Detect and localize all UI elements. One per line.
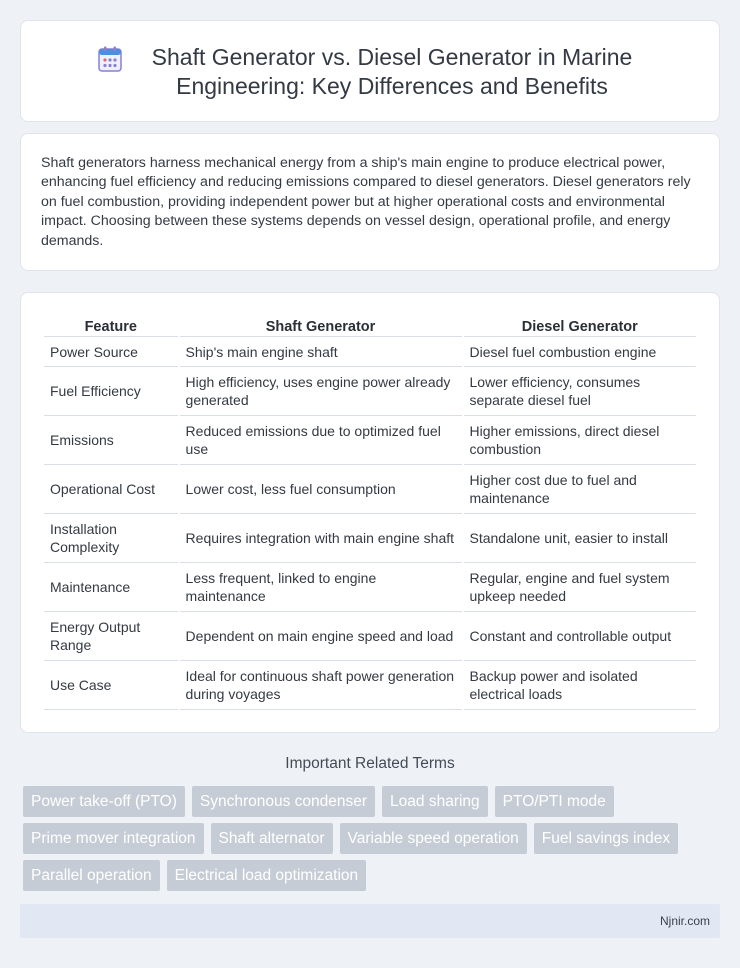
- related-terms-heading: Important Related Terms: [285, 755, 455, 772]
- calendar-icon: [98, 46, 122, 72]
- diesel-cell: Higher cost due to fuel and maintenance: [464, 465, 697, 514]
- title-card: [20, 20, 720, 122]
- term-tag[interactable]: Fuel savings index: [534, 823, 678, 854]
- diesel-cell: Diesel fuel combustion engine: [464, 337, 697, 367]
- shaft-cell: Ideal for continuous shaft power generation during voyages: [180, 661, 462, 710]
- diesel-cell: Standalone unit, easier to install: [464, 514, 697, 563]
- table-row: [44, 563, 696, 612]
- term-tag[interactable]: Variable speed operation: [340, 823, 527, 854]
- shaft-cell: Ship's main engine shaft: [180, 337, 462, 367]
- table-row: [44, 416, 696, 465]
- diesel-cell: Lower efficiency, consumes separate diesel fuel: [464, 367, 697, 416]
- page-title: Shaft Generator vs. Diesel Generator in Marine Engineering: Key Differences and Benefits: [151, 44, 633, 99]
- term-tag[interactable]: Power take-off (PTO): [23, 786, 185, 817]
- table-header-row: [44, 315, 696, 337]
- term-tag[interactable]: Parallel operation: [23, 860, 160, 891]
- term-tag[interactable]: Electrical load optimization: [167, 860, 367, 891]
- term-tag[interactable]: PTO/PTI mode: [495, 786, 614, 817]
- shaft-cell: Requires integration with main engine shaft: [180, 514, 462, 563]
- table-row: [44, 337, 696, 367]
- footer-site-link[interactable]: Njnir.com: [659, 914, 710, 928]
- feature-cell: Power Source: [44, 337, 178, 367]
- feature-cell: Emissions: [44, 416, 178, 465]
- table-row: [44, 514, 696, 563]
- shaft-cell: Less frequent, linked to engine maintenance: [180, 563, 462, 612]
- feature-cell: Fuel Efficiency: [44, 367, 178, 416]
- table-row: [44, 367, 696, 416]
- comparison-table-card: [20, 292, 720, 733]
- table-row: [44, 465, 696, 514]
- term-tag[interactable]: Synchronous condenser: [192, 786, 375, 817]
- feature-cell: Maintenance: [44, 563, 178, 612]
- diesel-cell: Backup power and isolated electrical loads: [464, 661, 697, 710]
- term-tag[interactable]: Prime mover integration: [23, 823, 204, 854]
- shaft-cell: Reduced emissions due to optimized fuel use: [180, 416, 462, 465]
- footer: [20, 904, 720, 938]
- diesel-cell: Constant and controllable output: [464, 612, 697, 661]
- shaft-cell: Lower cost, less fuel consumption: [180, 465, 462, 514]
- diesel-cell: Regular, engine and fuel system upkeep needed: [464, 563, 697, 612]
- shaft-cell: High efficiency, uses engine power already generated: [180, 367, 462, 416]
- feature-cell: Use Case: [44, 661, 178, 710]
- related-terms-list: [23, 786, 723, 891]
- feature-cell: Energy Output Range: [44, 612, 178, 661]
- comparison-table: [42, 315, 698, 710]
- table-row: [44, 661, 696, 710]
- intro-paragraph: Shaft generators harness mechanical energy from a ship's main engine to produce electrical power, enhancing fuel efficiency and reducing emissions compared to diesel generators. Diesel generators rely on fuel combustion, providing independent power but at higher operational costs and environmental impact. Choosing between these systems depends on vessel design, operational profile, and energy demands.: [41, 155, 691, 249]
- feature-cell: Operational Cost: [44, 465, 178, 514]
- table-row: [44, 612, 696, 661]
- intro-card: [20, 133, 720, 271]
- term-tag[interactable]: Load sharing: [382, 786, 488, 817]
- shaft-cell: Dependent on main engine speed and load: [180, 612, 462, 661]
- header-shaft-generator: Shaft Generator: [180, 315, 462, 337]
- header-diesel-generator: Diesel Generator: [464, 315, 697, 337]
- diesel-cell: Higher emissions, direct diesel combustion: [464, 416, 697, 465]
- feature-cell: Installation Complexity: [44, 514, 178, 563]
- header-feature: Feature: [44, 315, 178, 337]
- term-tag[interactable]: Shaft alternator: [211, 823, 333, 854]
